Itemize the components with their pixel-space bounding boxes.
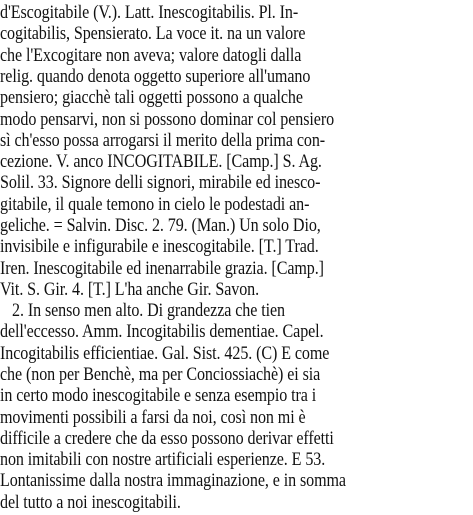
text-line: cogitabilis, Spensierato. La voce it. na un valore: [0, 23, 306, 45]
text-line: che l'Excogitare non aveva; valore datogli dalla: [0, 44, 302, 66]
text-line: difficile a credere che da esso possono derivar effetti: [0, 427, 334, 449]
sense-2-line: 2. In senso men alto. Di grandezza che tien: [12, 300, 285, 322]
text-line: Iren. Inescogitabile ed inenarrabile grazia. [Camp.]: [0, 257, 324, 279]
text-line: pensiero; giacchè tali oggetti possono a qualche: [0, 87, 303, 109]
text-line: dell'eccesso. Amm. Incogitabilis dementiae. Capel.: [0, 321, 324, 343]
text-line: gitabile, il quale temono in cielo le podestadi an-: [0, 193, 310, 215]
text-line: invisibile e infigurabile e inescogitabile. [T.] Trad.: [0, 236, 319, 258]
text-line: geliche. = Salvin. Disc. 2. 79. (Man.) Un solo Dio,: [0, 214, 321, 236]
text-line: modo pensarvi, non si possono dominar col pensiero: [0, 108, 335, 130]
text-line: non imitabili con nostre artificiali esperienze. E 53.: [0, 449, 326, 471]
text-line: Vit. S. Gir. 4. [T.] L'ha anche Gir. Savon.: [0, 278, 260, 300]
text-line: movimenti possibili a farsi da noi, così non mi è: [0, 406, 306, 428]
text-line: d'Escogitabile (V.). Latt. Inescogitabilis. Pl. In-: [0, 2, 299, 23]
text-line: sì ch'esso possa arrogarsi il merito della prima con-: [0, 129, 326, 151]
text-line: del tutto a noi inescogitabili.: [0, 491, 181, 513]
text-line: relig. quando denota oggetto superiore all'umano: [0, 65, 311, 87]
text-line: che (non per Benchè, ma per Conciossiachè) ei sia: [0, 364, 321, 385]
text-line: cezione. V. anco INCOGITABILE. [Camp.] S. Ag.: [0, 151, 322, 172]
text-line: in certo modo inescogitabile e senza esempio tra i: [0, 385, 317, 407]
text-line: Solil. 33. Signore delli signori, mirabile ed inesco-: [0, 172, 321, 194]
text-line: Lontanissime dalla nostra immaginazione, e in somma: [0, 470, 346, 492]
text-line: Incogitabilis efficientiae. Gal. Sist. 425. (C) E come: [0, 342, 330, 364]
